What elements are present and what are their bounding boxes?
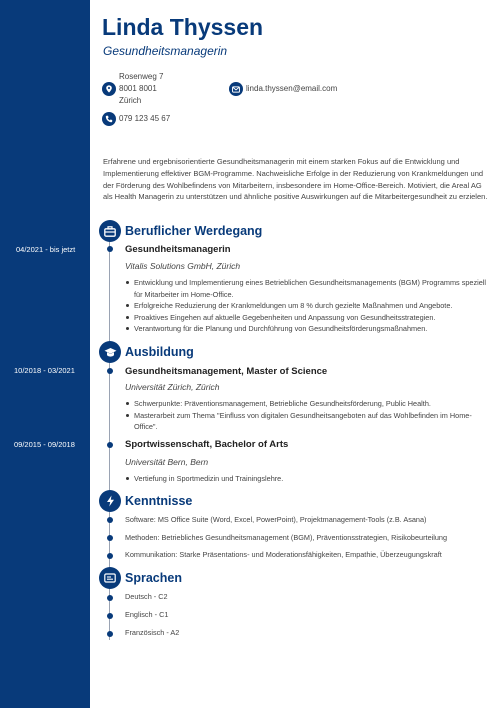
language-item: Deutsch - C2 [125, 592, 168, 601]
timeline-dot [107, 631, 113, 637]
education-bullets [125, 473, 490, 485]
address-city-line: 8001 8001 [119, 84, 157, 93]
candidate-name: Linda Thyssen [102, 14, 264, 40]
list-item: Entwicklung und Implementierung eines Betrieblichen Gesundheitsmanagements (BGM) Programms speziell für Mitarbeiter im Home-Office. [125, 277, 490, 300]
list-item: Masterarbeit zum Thema "Einfluss von digitalen Gesundheitsangeboten auf das Wohlbefinden im Home-Office". [125, 410, 490, 433]
timeline-dot [107, 535, 113, 541]
location-icon [102, 82, 116, 96]
phone-number[interactable]: 079 123 45 67 [119, 114, 171, 123]
graduation-cap-icon [99, 341, 121, 363]
education-title: Gesundheitsmanagement, Master of Science [125, 366, 328, 377]
timeline-dot [107, 595, 113, 601]
list-item: Schwerpunkte: Präventionsmanagement, Betriebliche Gesundheitsförderung, Public Health. [125, 398, 490, 410]
language-card-icon [99, 567, 121, 589]
experience-company: Vitalis Solutions GmbH, Zürich [125, 261, 241, 271]
address-street: Rosenweg 7 [119, 72, 164, 81]
education-school: Universität Zürich, Zürich [125, 382, 220, 392]
address-city: Zürich [119, 96, 142, 105]
list-item: Erfolgreiche Reduzierung der Krankmeldungen um 8 % durch gezielte Maßnahmen und Angebote. [125, 300, 490, 312]
experience-date: 04/2021 - bis jetzt [16, 245, 76, 254]
briefcase-icon [99, 220, 121, 242]
education-title: Sportwissenschaft, Bachelor of Arts [125, 439, 289, 450]
skill-item: Kommunikation: Starke Präsentations- und Moderationsfähigkeiten, Empathie, Überzeugungskraft [125, 550, 442, 559]
timeline-dot [107, 613, 113, 619]
profile-summary: Erfahrene und ergebnisorientierte Gesundheitsmanagerin mit einem starken Fokus auf die Entwicklung und Implementierung effektiver BGM-Programme. Nachweisliche Erfolge in der Reduzierung von Krankmeldungen und der Förderung des Wohlbefindens von Mitarbeitern, insbesondere im Home-Office-Bereich. Motiviert, die Areal AG als Health Managerin zu unterstützen und ähnliche positive Auswirkungen auf die Mitarbeitergesundheit zu erzielen. [103, 157, 488, 202]
skill-item: Methoden: Betriebliches Gesundheitsmanagement (BGM), Präventionsstrategien, Risikobeurteilung [125, 533, 448, 542]
education-date: 09/2015 - 09/2018 [14, 440, 75, 449]
education-school: Universität Bern, Bern [125, 457, 209, 467]
timeline-dot [107, 246, 113, 252]
timeline-dot [107, 368, 113, 374]
left-sidebar [0, 0, 90, 708]
candidate-role: Gesundheitsmanagerin [103, 44, 228, 58]
email-icon [229, 82, 243, 96]
section-title-skills: Kenntnisse [125, 494, 193, 508]
list-item: Verantwortung für die Planung und Durchführung von Gesundheitsförderungsmaßnahmen. [125, 323, 490, 335]
language-item: Französisch - A2 [125, 628, 180, 637]
list-item: Vertiefung in Sportmedizin und Trainingslehre. [125, 473, 490, 485]
email-address[interactable]: linda.thyssen@email.com [246, 84, 338, 93]
section-title-experience: Beruflicher Werdegang [125, 224, 263, 238]
timeline-dot [107, 517, 113, 523]
language-item: Englisch - C1 [125, 610, 169, 619]
section-title-languages: Sprachen [125, 571, 182, 585]
experience-title: Gesundheitsmanagerin [125, 244, 231, 255]
experience-bullets [125, 277, 490, 335]
section-title-education: Ausbildung [125, 345, 194, 359]
timeline-dot [107, 442, 113, 448]
education-bullets [125, 398, 490, 433]
education-date: 10/2018 - 03/2021 [14, 366, 75, 375]
phone-icon [102, 112, 116, 126]
list-item: Proaktives Eingehen auf aktuelle Gegebenheiten und Anpassung von Gesundheitsstrategien. [125, 312, 490, 324]
skill-item: Software: MS Office Suite (Word, Excel, PowerPoint), Projektmanagement-Tools (z.B. Asana) [125, 515, 427, 524]
lightning-icon [99, 490, 121, 512]
timeline-dot [107, 553, 113, 559]
